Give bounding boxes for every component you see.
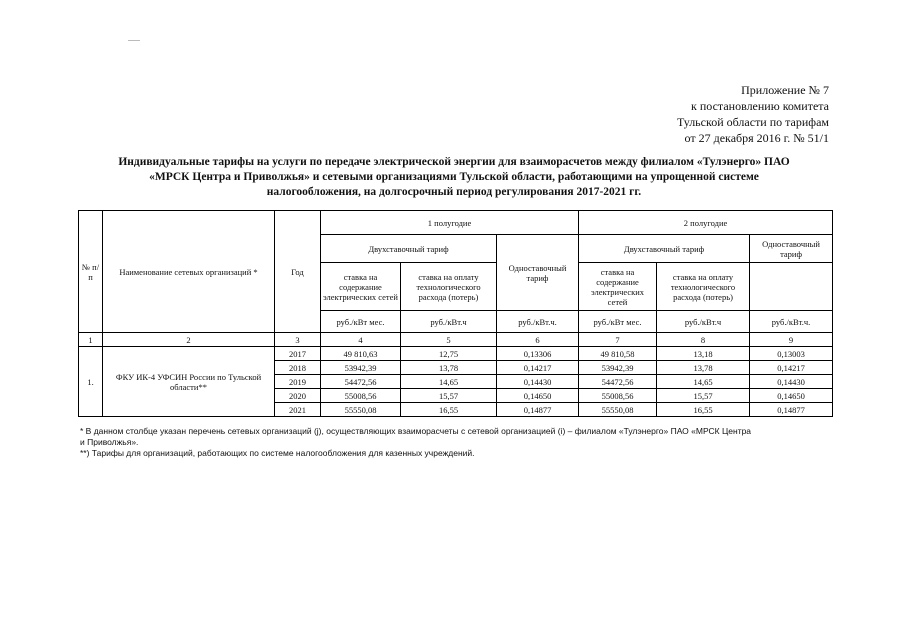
- column-number-row: [79, 333, 833, 347]
- col-number: 2: [103, 333, 275, 347]
- header-one-part-2: Одноставочный тариф: [750, 235, 833, 263]
- value-cell: 0,14430: [750, 375, 833, 389]
- value-cell: 14,65: [401, 375, 497, 389]
- header-rate-maint-2: ставка на содержание электрических сетей: [579, 263, 657, 311]
- col-number: 4: [321, 333, 401, 347]
- header-rate-loss-1: ставка на оплату технологического расхода (потерь): [401, 263, 497, 311]
- value-cell: 49 810,63: [321, 347, 401, 361]
- col-number: 7: [579, 333, 657, 347]
- col-number: 3: [275, 333, 321, 347]
- value-cell: 12,75: [401, 347, 497, 361]
- value-cell: 0,14650: [750, 389, 833, 403]
- value-cell: 55008,56: [579, 389, 657, 403]
- value-cell: 16,55: [657, 403, 750, 417]
- header-one-part-1: Одноставочный тариф: [497, 235, 579, 311]
- value-cell: 53942,39: [579, 361, 657, 375]
- header-year: Год: [275, 211, 321, 333]
- value-cell: 49 810,58: [579, 347, 657, 361]
- unit-loss-1: руб./кВт.ч: [401, 311, 497, 333]
- footnote-1: * В данном столбце указан перечень сетевых организаций (j), осуществляющих взаиморасчеты с сетевой организацией (i) – филиалом «Тулэнерго» ПАО «МРСК Центра: [80, 426, 752, 436]
- value-cell: 16,55: [401, 403, 497, 417]
- header-half-2: 2 полугодие: [579, 211, 833, 235]
- tariff-table: [78, 210, 833, 417]
- year-cell: 2019: [275, 375, 321, 389]
- value-cell: 55550,08: [579, 403, 657, 417]
- value-cell: 13,18: [657, 347, 750, 361]
- title-line-3: налогообложения, на долгосрочный период регулирования 2017-2021 гг.: [266, 186, 642, 198]
- appendix-number: Приложение № 7: [741, 83, 829, 97]
- footnotes: [80, 426, 840, 459]
- value-cell: 0,14430: [497, 375, 579, 389]
- document-title: [78, 155, 830, 200]
- value-cell: 13,78: [401, 361, 497, 375]
- header-num: № п/п: [79, 211, 103, 333]
- header-two-part-1: Двухставочный тариф: [321, 235, 497, 263]
- value-cell: 0,14877: [497, 403, 579, 417]
- appendix-date: от 27 декабря 2016 г. № 51/1: [684, 131, 829, 145]
- header-two-part-2: Двухставочный тариф: [579, 235, 750, 263]
- row-number: 1.: [79, 347, 103, 417]
- title-line-1: Индивидуальные тарифы на услуги по передаче электрической энергии для взаиморасчетов между филиалом «Тулэнерго» ПАО: [118, 156, 790, 168]
- unit-loss-2: руб./кВт.ч: [657, 311, 750, 333]
- organization-name: ФКУ ИК-4 УФСИН России по Тульской области**: [103, 347, 275, 417]
- value-cell: 0,14877: [750, 403, 833, 417]
- col-number: 8: [657, 333, 750, 347]
- value-cell: 0,13306: [497, 347, 579, 361]
- scan-mark: [128, 40, 140, 41]
- header-rate-maint-1: ставка на содержание электрических сетей: [321, 263, 401, 311]
- appendix-resolution: к постановлению комитета: [691, 99, 829, 113]
- value-cell: 0,14650: [497, 389, 579, 403]
- value-cell: 14,65: [657, 375, 750, 389]
- unit-maint-2: руб./кВт мес.: [579, 311, 657, 333]
- value-cell: 0,14217: [750, 361, 833, 375]
- header-one-part-empty: [750, 263, 833, 311]
- value-cell: 55008,56: [321, 389, 401, 403]
- year-cell: 2017: [275, 347, 321, 361]
- title-line-2: «МРСК Центра и Приволжья» и сетевыми организациями Тульской области, работающими на упрощенной системе: [149, 171, 759, 183]
- appendix-committee: Тульской области по тарифам: [676, 115, 829, 129]
- year-cell: 2018: [275, 361, 321, 375]
- unit-maint-1: руб./кВт мес.: [321, 311, 401, 333]
- value-cell: 55550,08: [321, 403, 401, 417]
- year-cell: 2020: [275, 389, 321, 403]
- value-cell: 15,57: [657, 389, 750, 403]
- footnote-2: **) Тарифы для организаций, работающих по системе налогообложения для казенных учреждений.: [80, 448, 475, 458]
- value-cell: 54472,56: [579, 375, 657, 389]
- appendix-reference: [529, 82, 829, 146]
- value-cell: 54472,56: [321, 375, 401, 389]
- col-number: 5: [401, 333, 497, 347]
- value-cell: 15,57: [401, 389, 497, 403]
- table-row: [79, 347, 833, 361]
- col-number: 6: [497, 333, 579, 347]
- value-cell: 0,13003: [750, 347, 833, 361]
- value-cell: 53942,39: [321, 361, 401, 375]
- footnote-1-continued: и Приволжья».: [80, 437, 139, 447]
- header-org: Наименование сетевых организаций *: [103, 211, 275, 333]
- header-rate-loss-2: ставка на оплату технологического расхода (потерь): [657, 263, 750, 311]
- unit-single-1: руб./кВт.ч.: [497, 311, 579, 333]
- unit-single-2: руб./кВт.ч.: [750, 311, 833, 333]
- value-cell: 0,14217: [497, 361, 579, 375]
- year-cell: 2021: [275, 403, 321, 417]
- col-number: 9: [750, 333, 833, 347]
- value-cell: 13,78: [657, 361, 750, 375]
- header-half-1: 1 полугодие: [321, 211, 579, 235]
- col-number: 1: [79, 333, 103, 347]
